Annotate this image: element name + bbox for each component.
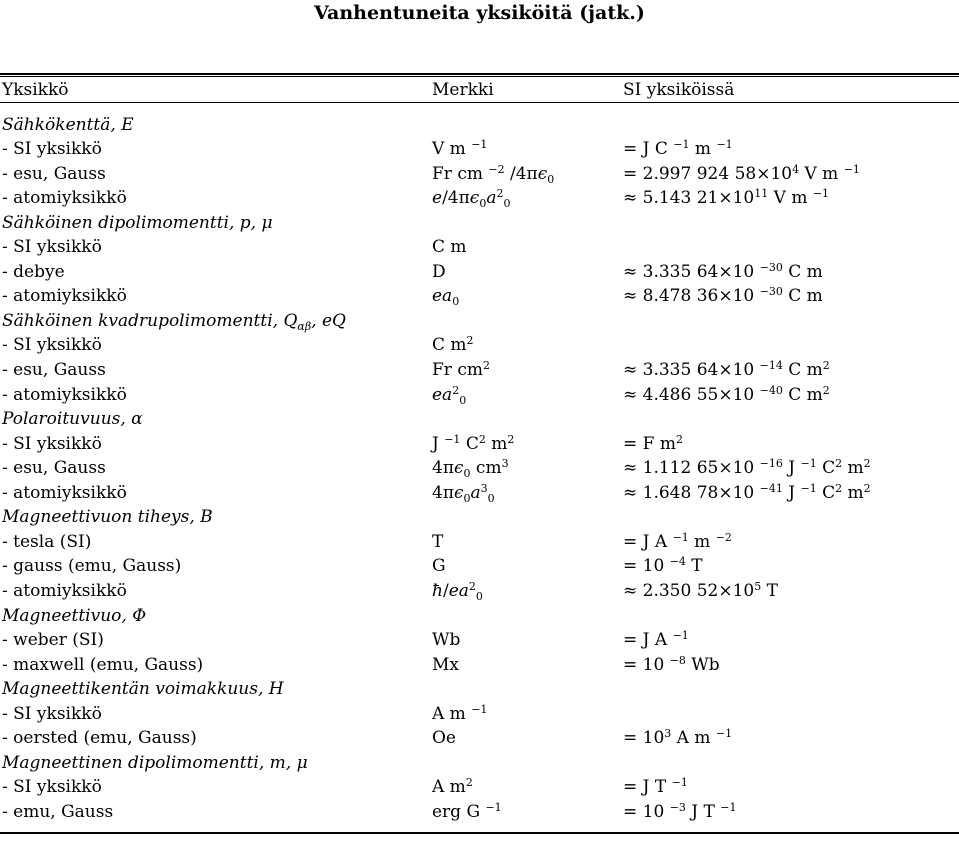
unit-symbol: C m xyxy=(432,237,467,258)
unit-symbol: C $m^2$ xyxy=(432,334,474,356)
unit-symbol: $ea_0$ xyxy=(432,286,460,309)
unit-name: - tesla (SI) xyxy=(2,531,92,552)
table-row xyxy=(0,554,959,579)
unit-name: - SI yksikkö xyxy=(2,777,102,798)
table-row xyxy=(0,162,959,187)
table-row xyxy=(0,530,959,555)
table-row xyxy=(0,653,959,678)
table-row xyxy=(0,284,959,309)
unit-name: - SI yksikkö xyxy=(2,703,102,724)
section-heading xyxy=(0,211,959,236)
unit-symbol: Oe xyxy=(432,728,456,749)
section-heading xyxy=(0,505,959,530)
si-value: ≈ 3.335 64×10 $^{-14}$ C $m^2$ xyxy=(623,359,830,380)
header-si: SI yksiköissä xyxy=(623,80,735,100)
unit-symbol: A $m^2$ xyxy=(432,776,473,798)
unit-symbol: V m $^{-1}$ xyxy=(432,138,488,160)
si-value: ≈ 5.143 $21\times 10^{11}$ V m $^{-1}$ xyxy=(623,187,830,209)
table-row xyxy=(0,726,959,751)
si-value: ≈ 1.648 78×10 $^{-41}$ J $^{-1}$ $C^2$ $m^2$ xyxy=(623,481,871,503)
unit-symbol: Fr $cm^2$ xyxy=(432,359,490,380)
section-title: Magneettivuo, Φ xyxy=(2,605,147,626)
header-unit: Yksikkö xyxy=(2,80,69,100)
table-row xyxy=(0,702,959,727)
si-value: = 10 $^{-4}$ T xyxy=(623,555,703,577)
unit-symbol: $4\pi\epsilon_0$ $cm^3$ xyxy=(432,457,509,481)
table-bottom-rule xyxy=(0,832,959,834)
unit-name: - oersted (emu, Gauss) xyxy=(2,728,197,749)
table-row xyxy=(0,235,959,260)
unit-symbol: $4\pi\epsilon_0a^3_0$ xyxy=(432,481,495,505)
table-row xyxy=(0,383,959,408)
si-value: = J A $^{-1}$ xyxy=(623,629,689,651)
si-value: = 2.997 924 $58\times 10^4$ V m $^{-1}$ xyxy=(623,162,860,184)
header-rule xyxy=(0,102,959,103)
table-row xyxy=(0,333,959,358)
table-row xyxy=(0,481,959,506)
section-heading xyxy=(0,113,959,138)
section-title: Magneettivuon tiheys, B xyxy=(2,507,213,528)
unit-symbol: Mx xyxy=(432,654,459,675)
unit-symbol: A m $^{-1}$ xyxy=(432,702,488,724)
page-title: Vanhentuneita yksiköitä (jatk.) xyxy=(314,2,645,24)
si-value: = 10 $^{-8}$ Wb xyxy=(623,653,720,675)
si-value: ≈ 8.478 36×10 $^{-30}$ C m xyxy=(623,285,823,307)
unit-name: - SI yksikkö xyxy=(2,433,102,454)
unit-name: - atomiyksikkö xyxy=(2,188,127,209)
unit-symbol: G xyxy=(432,556,446,577)
unit-name: - weber (SI) xyxy=(2,630,104,651)
unit-name: - atomiyksikkö xyxy=(2,580,127,601)
si-value: = J A $^{-1}$ m $^{-2}$ xyxy=(623,530,732,552)
table-row xyxy=(0,800,959,825)
si-value: = J C $^{-1}$ m $^{-1}$ xyxy=(623,138,733,160)
unit-name: - SI yksikkö xyxy=(2,139,102,160)
section-title: Magneettinen dipolimomentti, m, μ xyxy=(2,752,308,773)
unit-name: - atomiyksikkö xyxy=(2,482,127,503)
section-heading xyxy=(0,751,959,776)
unit-name: - gauss (emu, Gauss) xyxy=(2,556,182,577)
table-header xyxy=(0,78,959,103)
si-value: = J T $^{-1}$ xyxy=(623,776,688,798)
unit-symbol: Wb xyxy=(432,630,461,651)
unit-name: - esu, Gauss xyxy=(2,360,106,380)
section-title: Sähköinen dipolimomentti, p, μ xyxy=(2,212,273,233)
si-value: ≈ 2.350 $52\times 10^5$ T xyxy=(623,579,778,601)
table-row xyxy=(0,628,959,653)
section-heading xyxy=(0,677,959,702)
table-row xyxy=(0,775,959,800)
table-row xyxy=(0,260,959,285)
unit-symbol: T xyxy=(432,531,444,552)
unit-name: - debye xyxy=(2,261,65,282)
section-heading xyxy=(0,407,959,432)
header-symbol: Merkki xyxy=(432,80,494,100)
table-row xyxy=(0,186,959,211)
unit-symbol: $e/4\pi\epsilon_0a^2_0$ xyxy=(432,187,511,211)
unit-symbol: D xyxy=(432,261,446,282)
section-title: Magneettikentän voimakkuus, H xyxy=(2,679,284,700)
table-top-rule-thin xyxy=(0,76,959,77)
si-value: = $10^3$ A m $^{-1}$ xyxy=(623,727,733,749)
unit-name: - esu, Gauss xyxy=(2,458,106,479)
si-value: ≈ 4.486 55×10 $^{-40}$ C $m^2$ xyxy=(623,383,830,405)
si-value: ≈ 3.335 64×10 $^{-30}$ C m xyxy=(623,260,823,282)
unit-name: - esu, Gauss xyxy=(2,163,106,184)
si-value: = F $m^2$ xyxy=(623,432,683,454)
unit-name: - emu, Gauss xyxy=(2,801,114,822)
si-value: ≈ 1.112 65×10 $^{-16}$ J $^{-1}$ $C^2$ $m^2$ xyxy=(623,457,871,479)
table-top-rule xyxy=(0,73,959,75)
unit-name: - maxwell (emu, Gauss) xyxy=(2,654,204,675)
unit-name: - SI yksikkö xyxy=(2,237,102,258)
table-row xyxy=(0,137,959,162)
unit-name: - atomiyksikkö xyxy=(2,286,127,307)
unit-name: - SI yksikkö xyxy=(2,335,102,356)
unit-symbol: $ħ/ea^2_0$ xyxy=(432,579,483,603)
unit-name: - atomiyksikkö xyxy=(2,384,127,405)
unit-symbol: J $^{-1}$ $C^2$ $m^2$ xyxy=(432,432,515,454)
unit-symbol: $ea^2_0$ xyxy=(432,383,467,407)
table-row xyxy=(0,432,959,457)
si-value: = 10 $^{-3}$ J T $^{-1}$ xyxy=(623,800,737,822)
section-title: Sähköinen kvadrupolimomentti, $Q_{\alpha\beta}$, eQ xyxy=(2,310,346,333)
unit-symbol: erg G $^{-1}$ xyxy=(432,800,502,822)
table-row xyxy=(0,358,959,383)
unit-symbol: Fr cm $^{-2}$ $/4\pi\epsilon_0$ xyxy=(432,162,555,186)
section-heading xyxy=(0,604,959,629)
table-row xyxy=(0,456,959,481)
section-title: Sähkökenttä, E xyxy=(2,114,134,135)
section-title: Polaroituvuus, α xyxy=(2,409,143,430)
section-heading xyxy=(0,309,959,334)
table-row xyxy=(0,579,959,604)
